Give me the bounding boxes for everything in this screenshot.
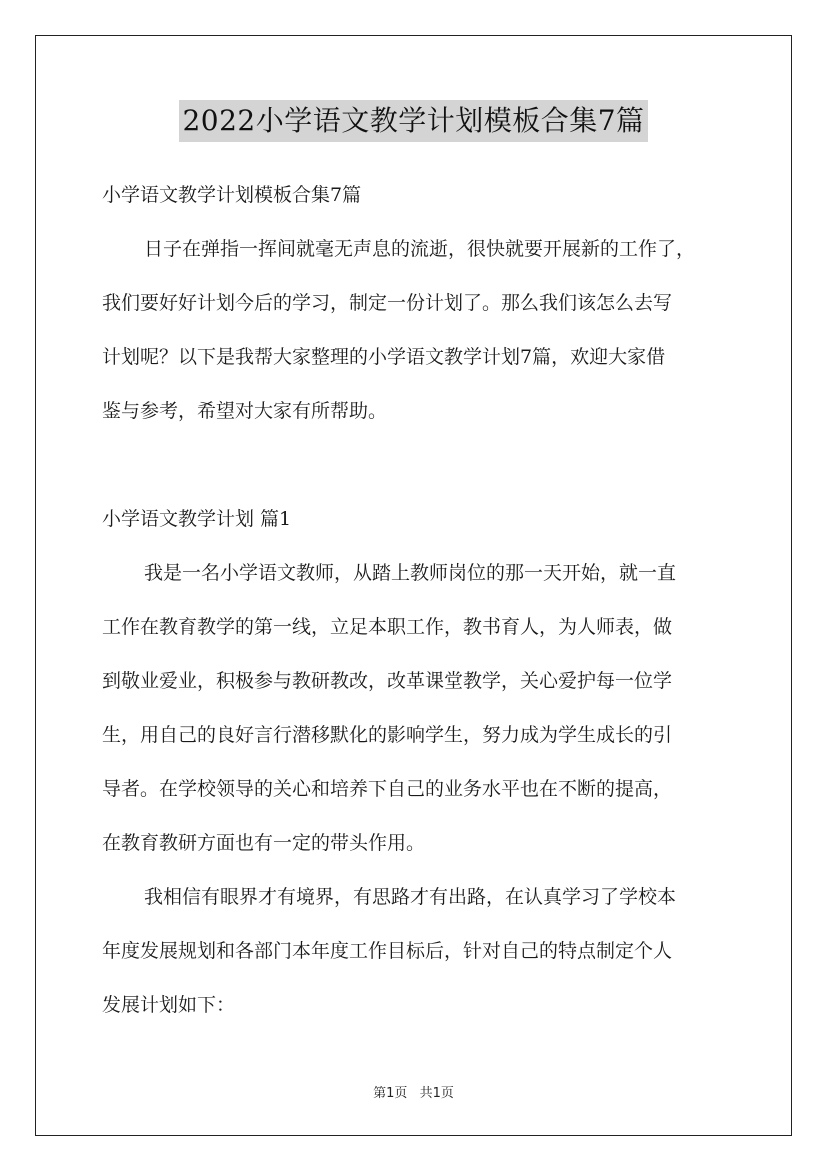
- paragraph-line: 到敬业爱业，积极参与教研教改，改革课堂教学，关心爱护每一位学: [102, 670, 673, 692]
- intro-line: 日子在弹指一挥间就毫无声息的流逝，很快就要开展新的工作了，: [144, 238, 696, 260]
- intro-line: 我们要好好计划今后的学习，制定一份计划了。那么我们该怎么去写: [102, 292, 673, 314]
- intro-line: 计划呢？以下是我帮大家整理的小学语文教学计划7篇，欢迎大家借: [102, 346, 666, 368]
- document-title: 2022小学语文教学计划模板合集7篇: [179, 100, 647, 142]
- section-heading: 小学语文教学计划 篇1: [102, 508, 292, 530]
- paragraph-2: [102, 870, 738, 1032]
- paragraph-line: 导者。在学校领导的关心和培养下自己的业务水平也在不断的提高，: [102, 778, 673, 800]
- document-subtitle: 小学语文教学计划模板合集7篇: [102, 184, 362, 206]
- paragraph-line: 工作在教育教学的第一线，立足本职工作，教书育人，为人师表，做: [102, 616, 673, 638]
- intro-paragraph: [102, 222, 738, 438]
- intro-line: 鉴与参考，希望对大家有所帮助。: [102, 400, 388, 422]
- paragraph-line: 年度发展规划和各部门本年度工作目标后，针对自己的特点制定个人: [102, 940, 673, 962]
- paragraph-1: [102, 546, 738, 870]
- paragraph-line: 发展计划如下：: [102, 994, 236, 1016]
- paragraph-line: 在教育教研方面也有一定的带头作用。: [102, 832, 426, 854]
- page-footer: [0, 1082, 827, 1101]
- paragraph-line: 我相信有眼界才有境界，有思路才有出路，在认真学习了学校本: [144, 886, 677, 908]
- page-number: 第1页: [373, 1086, 408, 1101]
- paragraph-line: 生，用自己的良好言行潜移默化的影响学生，努力成为学生成长的引: [102, 724, 673, 746]
- paragraph-line: 我是一名小学语文教师，从踏上教师岗位的那一天开始，就一直: [144, 562, 677, 584]
- title-container: [0, 100, 827, 142]
- page-total: 共1页: [419, 1086, 454, 1101]
